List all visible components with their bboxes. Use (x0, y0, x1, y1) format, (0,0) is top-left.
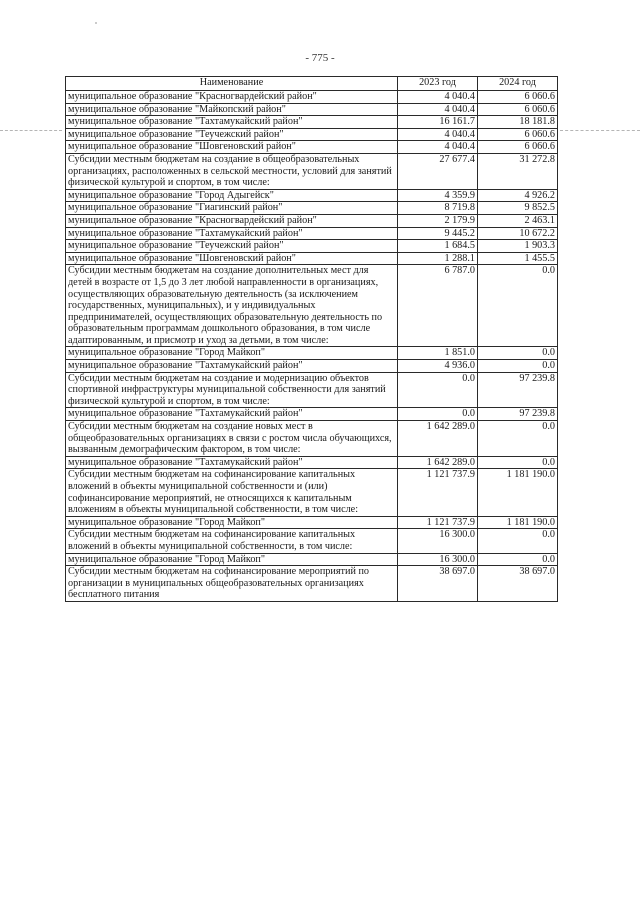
table-row (66, 214, 558, 227)
row-name: Субсидии местным бюджетам на софинансирование капитальных вложений в объекты муниципальной собственности, в том числе: (66, 529, 398, 553)
row-name: муниципальное образование "Гиагинский район" (66, 202, 398, 215)
row-name: муниципальное образование "Город Майкоп" (66, 516, 398, 529)
row-value-2023: 4 936.0 (398, 360, 478, 373)
table-row (66, 189, 558, 202)
table-row (66, 91, 558, 104)
row-value-2024: 31 272.8 (478, 153, 558, 189)
budget-table (65, 76, 558, 602)
row-value-2024: 1 903.3 (478, 240, 558, 253)
row-value-2023: 4 359.9 (398, 189, 478, 202)
table-row (66, 116, 558, 129)
table-row (66, 372, 558, 408)
row-value-2024: 0.0 (478, 265, 558, 347)
row-value-2024: 6 060.6 (478, 91, 558, 104)
row-value-2024: 10 672.2 (478, 227, 558, 240)
row-value-2023: 16 300.0 (398, 529, 478, 553)
row-value-2024: 2 463.1 (478, 214, 558, 227)
table-row (66, 408, 558, 421)
row-value-2023: 1 684.5 (398, 240, 478, 253)
table-row (66, 153, 558, 189)
row-value-2023: 1 851.0 (398, 347, 478, 360)
row-name: Субсидии местным бюджетам на создание и модернизацию объектов спортивной инфраструктуры муниципальной собственности для занятий физической культурой и спортом, в том числе: (66, 372, 398, 408)
row-value-2024: 0.0 (478, 347, 558, 360)
row-value-2023: 6 787.0 (398, 265, 478, 347)
table-row (66, 553, 558, 566)
row-name: муниципальное образование "Теучежский район" (66, 240, 398, 253)
row-name: Субсидии местным бюджетам на софинансирование мероприятий по организации в муниципальных общеобразовательных организациях бесплатного питания (66, 566, 398, 602)
row-value-2024: 6 060.6 (478, 141, 558, 154)
row-value-2024: 0.0 (478, 421, 558, 457)
row-value-2023: 16 300.0 (398, 553, 478, 566)
table-row (66, 516, 558, 529)
row-name: муниципальное образование "Тахтамукайский район" (66, 360, 398, 373)
row-value-2024: 38 697.0 (478, 566, 558, 602)
row-value-2023: 16 161.7 (398, 116, 478, 129)
table-row (66, 469, 558, 516)
row-name: муниципальное образование "Город Адыгейск" (66, 189, 398, 202)
row-name: муниципальное образование "Шовгеновский район" (66, 252, 398, 265)
row-value-2024: 0.0 (478, 553, 558, 566)
table-row (66, 103, 558, 116)
row-value-2024: 0.0 (478, 456, 558, 469)
table-row (66, 347, 558, 360)
table-row (66, 529, 558, 553)
table-row (66, 240, 558, 253)
row-name: муниципальное образование "Майкопский район" (66, 103, 398, 116)
row-name: муниципальное образование "Тахтамукайский район" (66, 456, 398, 469)
table-row (66, 227, 558, 240)
row-value-2023: 0.0 (398, 372, 478, 408)
row-name: Субсидии местным бюджетам на создание дополнительных мест для детей в возрасте от 1,5 до 3 лет любой направленности в организациях, осуществляющих образовательную деятельность (за исключением государственных, муниципальных), и у индивидуальных предпринимателей, осуществляющих образовательную деятельность по образовательным программам дошкольного образования, в том числе адаптированным, и присмотр и уход за детьми, в том числе: (66, 265, 398, 347)
row-value-2023: 1 121 737.9 (398, 469, 478, 516)
table-row (66, 202, 558, 215)
table-row (66, 360, 558, 373)
scan-mark-left (0, 130, 62, 131)
row-value-2023: 27 677.4 (398, 153, 478, 189)
table-body (66, 91, 558, 602)
page-number: - 775 - (305, 52, 335, 64)
row-name: муниципальное образование "Тахтамукайский район" (66, 227, 398, 240)
row-value-2024: 1 181 190.0 (478, 516, 558, 529)
row-name: муниципальное образование "Тахтамукайский район" (66, 408, 398, 421)
table-row (66, 265, 558, 347)
row-value-2024: 4 926.2 (478, 189, 558, 202)
row-name: муниципальное образование "Красногвардейский район" (66, 214, 398, 227)
row-value-2023: 1 121 737.9 (398, 516, 478, 529)
row-name: муниципальное образование "Теучежский район" (66, 128, 398, 141)
row-value-2024: 6 060.6 (478, 103, 558, 116)
row-name: муниципальное образование "Город Майкоп" (66, 553, 398, 566)
row-value-2024: 6 060.6 (478, 128, 558, 141)
row-value-2023: 4 040.4 (398, 141, 478, 154)
table-row (66, 456, 558, 469)
scan-mark-right (560, 130, 640, 131)
table-row (66, 421, 558, 457)
row-value-2023: 2 179.9 (398, 214, 478, 227)
row-value-2024: 97 239.8 (478, 408, 558, 421)
row-value-2024: 9 852.5 (478, 202, 558, 215)
row-value-2023: 1 288.1 (398, 252, 478, 265)
row-value-2023: 9 445.2 (398, 227, 478, 240)
row-value-2023: 0.0 (398, 408, 478, 421)
row-value-2024: 0.0 (478, 529, 558, 553)
row-name: муниципальное образование "Шовгеновский район" (66, 141, 398, 154)
header-2024: 2024 год (478, 77, 558, 91)
scan-speck (95, 22, 97, 24)
row-name: Субсидии местным бюджетам на создание в общеобразовательных организациях, расположенных в сельской местности, условий для занятий физической культурой и спортом, в том числе: (66, 153, 398, 189)
header-name: Наименование (66, 77, 398, 91)
row-name: муниципальное образование "Город Майкоп" (66, 347, 398, 360)
row-name: Субсидии местным бюджетам на создание новых мест в общеобразовательных организациях в связи с ростом числа обучающихся, вызванным демографическим фактором, в том числе: (66, 421, 398, 457)
row-value-2023: 38 697.0 (398, 566, 478, 602)
row-value-2023: 4 040.4 (398, 128, 478, 141)
row-value-2023: 4 040.4 (398, 91, 478, 104)
table-header-row (66, 77, 558, 91)
table-row (66, 128, 558, 141)
row-value-2024: 0.0 (478, 360, 558, 373)
row-value-2023: 8 719.8 (398, 202, 478, 215)
row-name: Субсидии местным бюджетам на софинансирование капитальных вложений в объекты муниципальной собственности и (или) софинансирование мероприятий, не относящихся к капитальным вложениям в объекты муниципальной собственности, в том числе: (66, 469, 398, 516)
row-name: муниципальное образование "Тахтамукайский район" (66, 116, 398, 129)
row-value-2024: 1 181 190.0 (478, 469, 558, 516)
row-value-2023: 1 642 289.0 (398, 421, 478, 457)
row-name: муниципальное образование "Красногвардейский район" (66, 91, 398, 104)
header-2023: 2023 год (398, 77, 478, 91)
row-value-2024: 97 239.8 (478, 372, 558, 408)
row-value-2023: 1 642 289.0 (398, 456, 478, 469)
row-value-2024: 1 455.5 (478, 252, 558, 265)
table-row (66, 252, 558, 265)
table-row (66, 141, 558, 154)
table-row (66, 566, 558, 602)
row-value-2024: 18 181.8 (478, 116, 558, 129)
row-value-2023: 4 040.4 (398, 103, 478, 116)
